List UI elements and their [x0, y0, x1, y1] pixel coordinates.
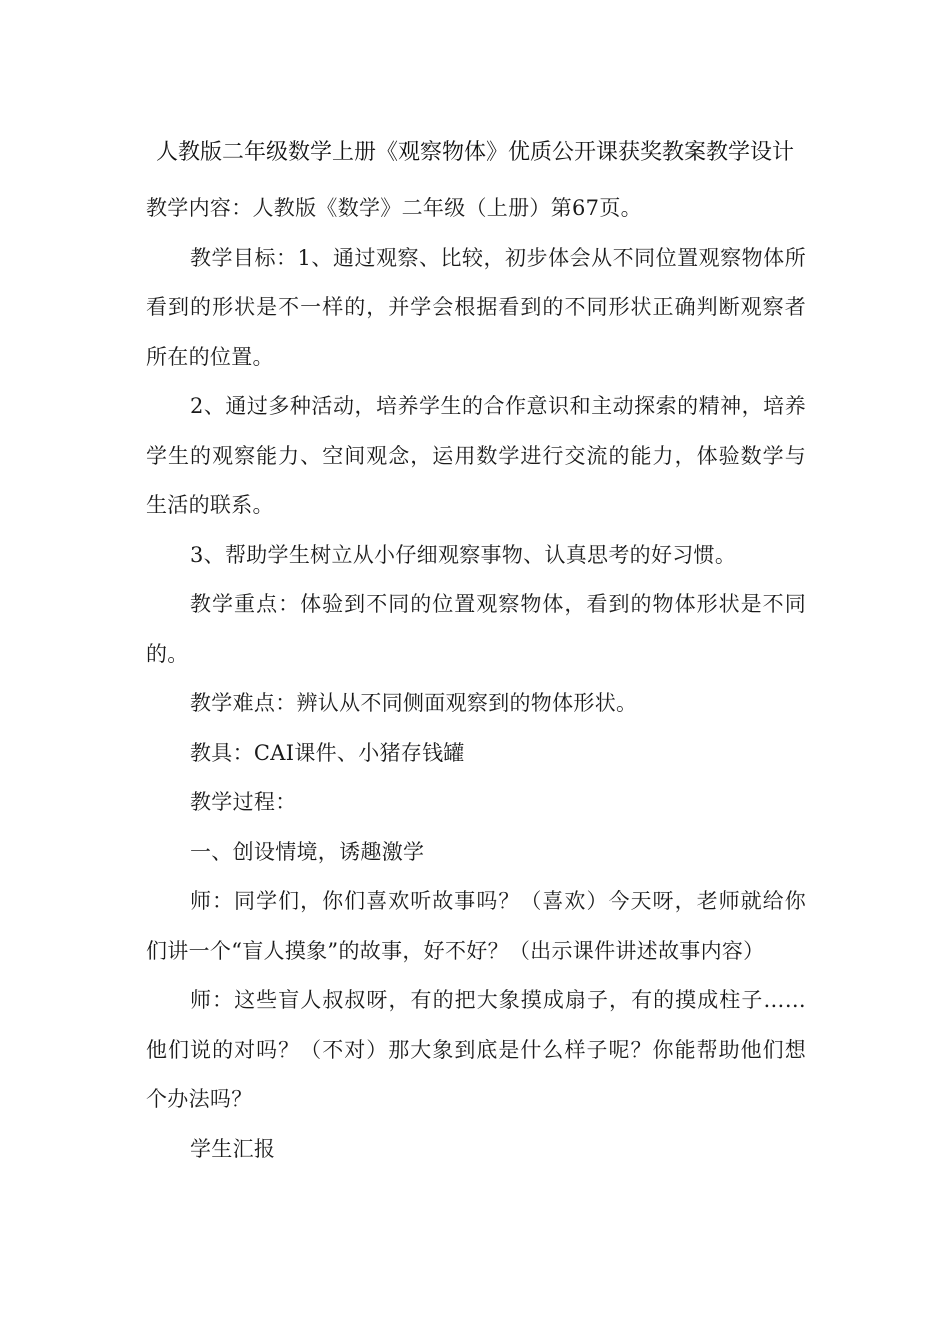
- paragraph-key-point: 教学重点：体验到不同的位置观察物体，看到的物体形状是不同的。: [146, 592, 806, 666]
- paragraph-teaching-content: 教学内容：人教版《数学》二年级（上册）第67页。: [146, 196, 642, 220]
- paragraph-teaching-aids: 教具：CAI课件、小猪存钱罐: [190, 740, 465, 765]
- paragraph-teacher-story: 师：同学们，你们喜欢听故事吗？（喜欢）今天呀，老师就给你们讲一个“盲人摸象”的故事，好不好？（出示课件讲述故事内容）: [146, 889, 806, 963]
- paragraph-teacher-question: 师：这些盲人叔叔呀，有的把大象摸成扇子，有的摸成柱子……他们说的对吗？（不对）那大象到底是什么样子呢？你能帮助他们想个办法吗？: [146, 988, 806, 1111]
- paragraph-teaching-goal-3: 3、帮助学生树立从小仔细观察事物、认真思考的好习惯。: [190, 542, 737, 567]
- section-heading-1: 一、创设情境，诱趣激学: [190, 839, 425, 864]
- document-body: [146, 184, 806, 1174]
- paragraph-difficult-point: 教学难点：辨认从不同侧面观察到的物体形状。: [190, 691, 638, 715]
- paragraph-teaching-goal-2: 2、通过多种活动，培养学生的合作意识和主动探索的精神，培养学生的观察能力、空间观念，运用数学进行交流的能力，体验数学与生活的联系。: [146, 394, 806, 517]
- paragraph-teaching-goal-1: 教学目标：1、通过观察、比较，初步体会从不同位置观察物体所看到的形状是不一样的，并学会根据看到的不同形状正确判断观察者所在的位置。: [146, 245, 806, 369]
- paragraph-teaching-process: 教学过程：: [190, 790, 297, 814]
- paragraph-student-report: 学生汇报: [190, 1136, 276, 1161]
- document-title: 人教版二年级数学上册《观察物体》优质公开课获奖教案教学设计: [155, 140, 794, 165]
